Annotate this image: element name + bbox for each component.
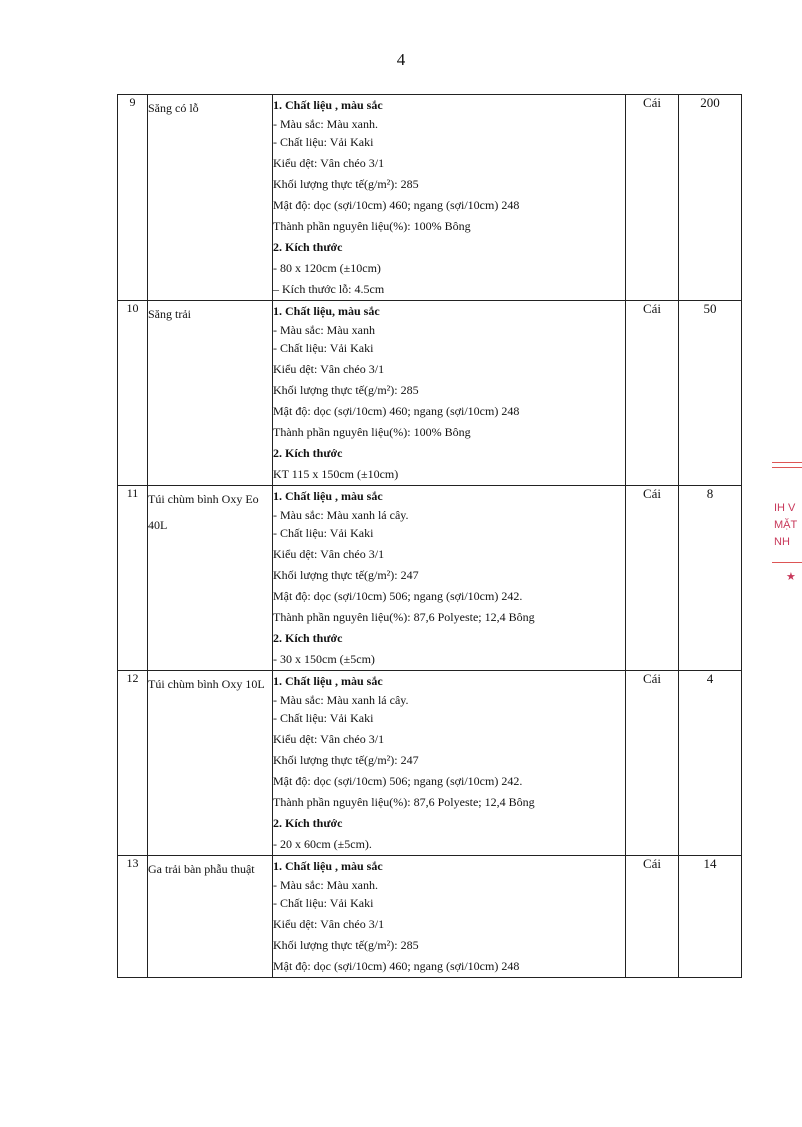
row-number: 9 xyxy=(118,95,148,301)
spec-line: Mật độ: dọc (sợi/10cm) 460; ngang (sợi/10cm) 248 xyxy=(273,198,520,212)
spec-line: - Chất liệu: Vải Kaki xyxy=(273,711,374,725)
spec-line: Thành phần nguyên liệu(%): 100% Bông xyxy=(273,219,471,233)
specification-cell xyxy=(273,671,626,856)
spec-line: Khối lượng thực tế(g/m²): 285 xyxy=(273,177,419,191)
spec-table xyxy=(117,94,742,978)
spec-heading: 1. Chất liệu, màu sắc xyxy=(273,304,380,318)
quantity-cell: 14 xyxy=(679,856,742,978)
spec-table-body xyxy=(118,95,742,978)
spec-line: Kiểu dệt: Vân chéo 3/1 xyxy=(273,156,385,170)
row-number: 10 xyxy=(118,301,148,486)
table-row xyxy=(118,856,742,978)
spec-heading: 1. Chất liệu , màu sắc xyxy=(273,859,383,873)
page-number: 4 xyxy=(396,50,406,69)
spec-line: - 80 x 120cm (±10cm) xyxy=(273,261,381,275)
spec-line: Mật độ: dọc (sợi/10cm) 460; ngang (sợi/10cm) 248 xyxy=(273,404,520,418)
spec-line: - Chất liệu: Vải Kaki xyxy=(273,135,374,149)
spec-line: Khối lượng thực tế(g/m²): 285 xyxy=(273,383,419,397)
quantity-cell: 4 xyxy=(679,671,742,856)
spec-heading: 2. Kích thước xyxy=(273,240,343,254)
stamp-text: MẶT xyxy=(774,519,798,531)
quantity-cell: 8 xyxy=(679,486,742,671)
spec-line: Thành phần nguyên liệu(%): 87,6 Polyeste; 12,4 Bông xyxy=(273,610,535,624)
quantity-cell: 200 xyxy=(679,95,742,301)
unit-cell: Cái xyxy=(626,856,679,978)
stamp-text: NH xyxy=(774,536,790,548)
spec-heading: 1. Chất liệu , màu sắc xyxy=(273,674,383,688)
specification-cell xyxy=(273,95,626,301)
spec-line: Khối lượng thực tế(g/m²): 285 xyxy=(273,938,419,952)
stamp-star-icon: ★ xyxy=(786,571,796,583)
spec-line: Mật độ: dọc (sợi/10cm) 506; ngang (sợi/10cm) 242. xyxy=(273,589,523,603)
spec-line: - Màu sắc: Màu xanh. xyxy=(273,878,378,892)
spec-line: - Màu sắc: Màu xanh. xyxy=(273,117,378,131)
table-row xyxy=(118,486,742,671)
spec-line: Kiểu dệt: Vân chéo 3/1 xyxy=(273,917,385,931)
spec-line: Thành phần nguyên liệu(%): 87,6 Polyeste; 12,4 Bông xyxy=(273,795,535,809)
stamp-rule xyxy=(772,462,802,463)
spec-line: KT 115 x 150cm (±10cm) xyxy=(273,467,399,481)
spec-line: - Chất liệu: Vải Kaki xyxy=(273,896,374,910)
spec-heading: 2. Kích thước xyxy=(273,816,343,830)
spec-line: Mật độ: dọc (sợi/10cm) 506; ngang (sợi/10cm) 242. xyxy=(273,774,523,788)
spec-line: - Màu sắc: Màu xanh xyxy=(273,323,375,337)
row-number: 11 xyxy=(118,486,148,671)
row-number: 13 xyxy=(118,856,148,978)
stamp-rule xyxy=(772,467,802,468)
red-stamp-fragment xyxy=(770,462,802,592)
table-row xyxy=(118,95,742,301)
spec-line: - Chất liệu: Vải Kaki xyxy=(273,341,374,355)
row-number: 12 xyxy=(118,671,148,856)
spec-line: - Màu sắc: Màu xanh lá cây. xyxy=(273,693,409,707)
spec-heading: 1. Chất liệu , màu sắc xyxy=(273,98,383,112)
spec-line: Kiểu dệt: Vân chéo 3/1 xyxy=(273,547,385,561)
spec-line: Khối lượng thực tế(g/m²): 247 xyxy=(273,568,419,582)
unit-cell: Cái xyxy=(626,301,679,486)
specification-cell xyxy=(273,486,626,671)
spec-heading: 2. Kích thước xyxy=(273,446,343,460)
unit-cell: Cái xyxy=(626,486,679,671)
spec-line: - Chất liệu: Vải Kaki xyxy=(273,526,374,540)
quantity-cell: 50 xyxy=(679,301,742,486)
spec-line: - 20 x 60cm (±5cm). xyxy=(273,837,372,851)
spec-line: Kiểu dệt: Vân chéo 3/1 xyxy=(273,732,385,746)
table-row xyxy=(118,301,742,486)
spec-heading: 2. Kích thước xyxy=(273,631,343,645)
stamp-rule xyxy=(772,562,802,563)
stamp-text: IH V xyxy=(774,502,796,514)
item-name: Túi chùm bình Oxy Eo 40L xyxy=(148,486,273,671)
spec-heading: 1. Chất liệu , màu sắc xyxy=(273,489,383,503)
table-row xyxy=(118,671,742,856)
spec-line: - Màu sắc: Màu xanh lá cây. xyxy=(273,508,409,522)
spec-line: - 30 x 150cm (±5cm) xyxy=(273,652,375,666)
spec-line: Mật độ: dọc (sợi/10cm) 460; ngang (sợi/10cm) 248 xyxy=(273,959,520,973)
spec-line: Khối lượng thực tế(g/m²): 247 xyxy=(273,753,419,767)
spec-line: Thành phần nguyên liệu(%): 100% Bông xyxy=(273,425,471,439)
unit-cell: Cái xyxy=(626,671,679,856)
spec-line: – Kích thước lỗ: 4.5cm xyxy=(273,282,385,296)
item-name: Túi chùm bình Oxy 10L xyxy=(148,671,273,856)
unit-cell: Cái xyxy=(626,95,679,301)
specification-cell xyxy=(273,856,626,978)
item-name: Săng có lỗ xyxy=(148,95,273,301)
spec-line: Kiểu dệt: Vân chéo 3/1 xyxy=(273,362,385,376)
item-name: Săng trải xyxy=(148,301,273,486)
item-name: Ga trải bàn phẫu thuật xyxy=(148,856,273,978)
specification-cell xyxy=(273,301,626,486)
